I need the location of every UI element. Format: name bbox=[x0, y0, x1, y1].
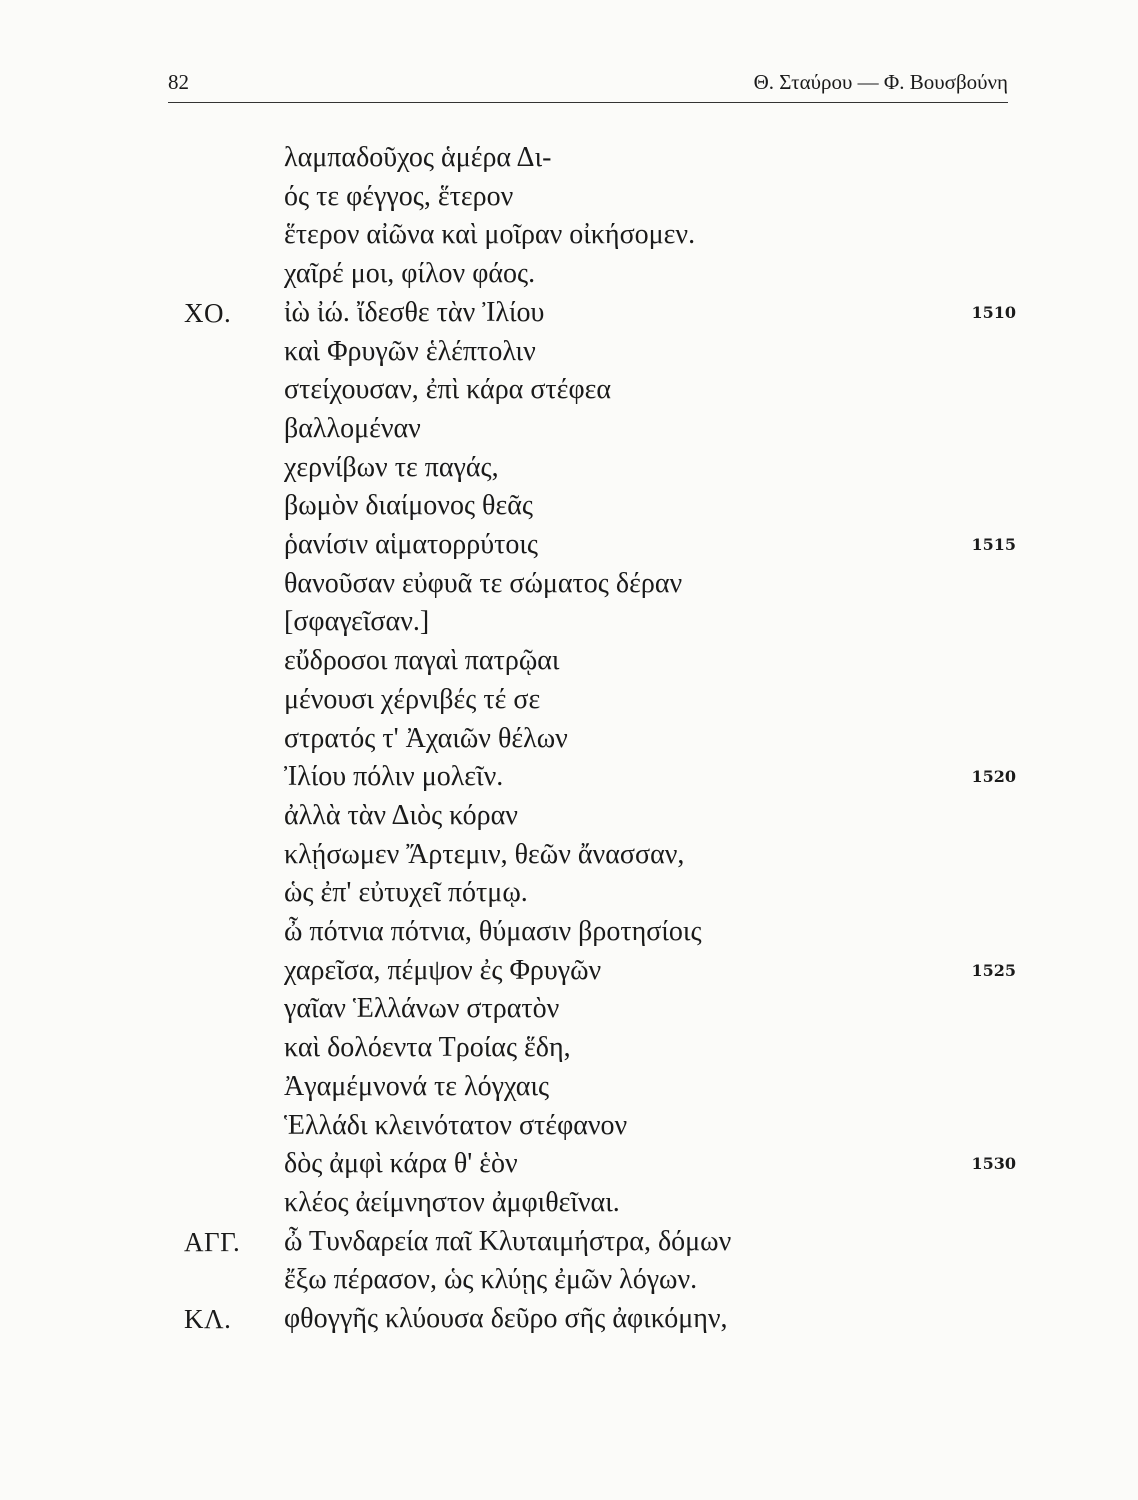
verse-line bbox=[0, 1106, 1138, 1146]
verse-text: στείχουσαν, ἐπὶ κάρα στέφεα bbox=[284, 374, 612, 406]
running-head: Θ. Σταύρου — Φ. Βουσβούνη bbox=[753, 70, 1008, 94]
line-number: 1515 bbox=[971, 535, 1016, 554]
verse-line bbox=[0, 1067, 1138, 1107]
verse-line bbox=[0, 1299, 1138, 1339]
verse-line bbox=[0, 719, 1138, 759]
verse-line bbox=[0, 293, 1138, 333]
verse-text: ός τε φέγγος, ἕτερον bbox=[284, 180, 514, 212]
verse-text: βωμὸν διαίμονος θεᾶς bbox=[284, 490, 533, 522]
verse-text: ἔξω πέρασον, ὡς κλύῃς ἐμῶν λόγων. bbox=[284, 1264, 698, 1296]
verse-text: καὶ Φρυγῶν ἑλέπτολιν bbox=[284, 335, 536, 367]
verse-line bbox=[0, 215, 1138, 255]
speaker-label: ΚΛ. bbox=[184, 1304, 232, 1334]
verse-text: ὡς ἐπ' εὐτυχεῖ πότμῳ. bbox=[284, 877, 528, 909]
verse-text: χαρεῖσα, πέμψον ἐς Φρυγῶν bbox=[284, 954, 602, 986]
verse-text: θανοῦσαν εὐφυᾶ τε σώματος δέραν bbox=[284, 567, 683, 599]
line-number: 1510 bbox=[971, 302, 1016, 322]
verse-line bbox=[0, 1260, 1138, 1300]
verse-text: μένουσι χέρνιβές τέ σε bbox=[284, 683, 541, 715]
verse-line bbox=[0, 1144, 1138, 1184]
verse-line bbox=[0, 486, 1138, 526]
verse-line bbox=[0, 951, 1138, 991]
verse-text: [σφαγεῖσαν.] bbox=[284, 606, 430, 638]
verse-line bbox=[0, 1222, 1138, 1262]
verse-text: Ἰλίου πόλιν μολεῖν. bbox=[284, 761, 504, 793]
verse-line bbox=[0, 409, 1138, 449]
verse-text: καὶ δολόεντα Τροίας ἕδη, bbox=[284, 1032, 571, 1064]
verse-text: χαῖρέ μοι, φίλον φάος. bbox=[284, 258, 536, 290]
verse-line bbox=[0, 138, 1138, 178]
verse-line bbox=[0, 602, 1138, 642]
verse-line bbox=[0, 680, 1138, 720]
verse-text: βαλλομέναν bbox=[284, 412, 421, 444]
verse-text: δὸς ἀμφὶ κάρα θ' ἑὸν bbox=[284, 1148, 518, 1180]
page-header bbox=[168, 66, 1008, 103]
verse-text: ἕτερον αἰῶνα καὶ μοῖραν οἰκήσομεν. bbox=[284, 219, 696, 251]
verse-text: χερνίβων τε παγάς, bbox=[284, 451, 499, 483]
verse-text: κλέος ἀείμνηστον ἀμφιθεῖναι. bbox=[284, 1186, 620, 1218]
verse-line bbox=[0, 796, 1138, 836]
verse-text: ὦ πότνια πότνια, θύμασιν βροτησίοις bbox=[284, 916, 702, 947]
speaker-label: ΑΓΓ. bbox=[184, 1226, 241, 1257]
verse-line bbox=[0, 1028, 1138, 1068]
verse-text: γαῖαν Ἑλλάνων στρατὸν bbox=[284, 993, 560, 1025]
verse-text: εὔδροσοι παγαὶ πατρῷαι bbox=[284, 645, 560, 677]
verse-text: ἀλλὰ τὰν Διὸς κόραν bbox=[284, 799, 518, 831]
verse-line bbox=[0, 757, 1138, 797]
line-number: 1520 bbox=[971, 767, 1016, 787]
verse-line bbox=[0, 525, 1138, 565]
verse-line bbox=[0, 564, 1138, 604]
verse-text: φθογγῆς κλύουσα δεῦρο σῆς ἀφικόμην, bbox=[284, 1303, 728, 1334]
verse-line bbox=[0, 370, 1138, 410]
verse-text: κλῄσωμεν Ἄρτεμιν, θεῶν ἄνασσαν, bbox=[284, 838, 685, 870]
verse-text: Ἑλλάδι κλεινότατον στέφανον bbox=[284, 1109, 628, 1141]
page-number: 82 bbox=[168, 70, 189, 94]
verse-text: λαμπαδοῦχος ἁμέρα Δι- bbox=[284, 142, 552, 173]
verse-line bbox=[0, 641, 1138, 681]
verse-line bbox=[0, 1183, 1138, 1223]
verse-text: ἰὼ ἰώ. ἴδεσθε τὰν Ἰλίου bbox=[284, 296, 545, 328]
verse-text: Ἀγαμέμνονά τε λόγχαις bbox=[284, 1070, 550, 1102]
verse-line bbox=[0, 989, 1138, 1029]
line-number: 1530 bbox=[971, 1154, 1016, 1174]
verse-line bbox=[0, 254, 1138, 294]
verse-line bbox=[0, 448, 1138, 488]
verse-line bbox=[0, 332, 1138, 372]
verse-line bbox=[0, 177, 1138, 217]
verse-line bbox=[0, 835, 1138, 875]
speaker-label: ΧΟ. bbox=[184, 297, 232, 328]
verse-text: στρατός τ' Ἀχαιῶν θέλων bbox=[284, 722, 568, 754]
verse-text: ῥανίσιν αἱματορρύτοις bbox=[284, 529, 538, 560]
line-number: 1525 bbox=[971, 960, 1016, 980]
verse-line bbox=[0, 912, 1138, 952]
verse-text: ὦ Τυνδαρεία παῖ Κλυταιμήστρα, δόμων bbox=[284, 1225, 732, 1257]
verse-line bbox=[0, 873, 1138, 913]
